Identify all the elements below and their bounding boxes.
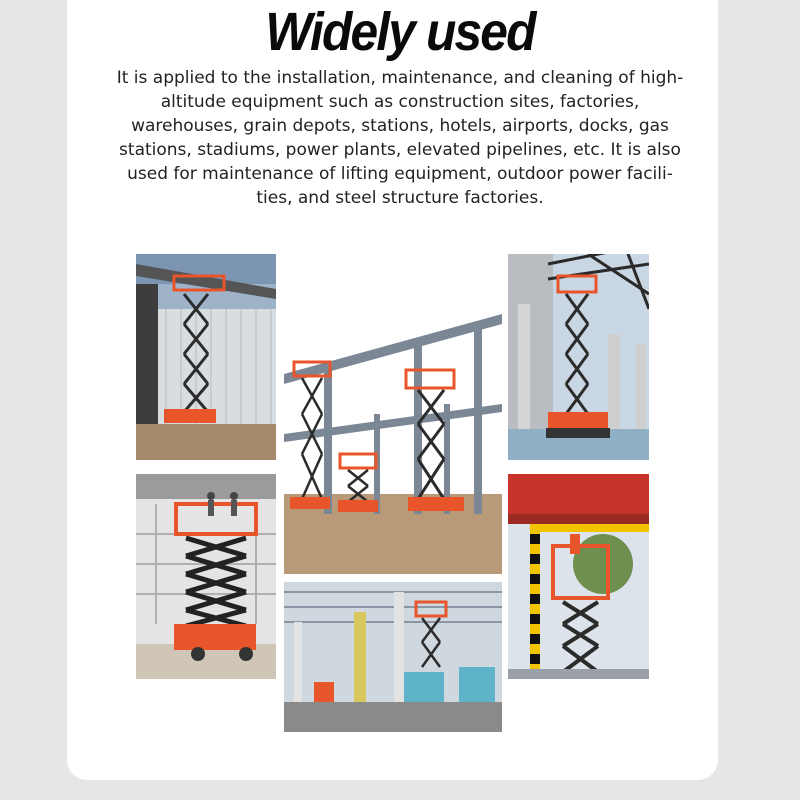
description-text: It is applied to the installation, maintenance, and cleaning of high-altitude equipment such as construction sites, factories, warehouses, grain depots, stations, hotels, airports, docks, gas stations, stadiums, power plants, elevated pipelines, etc. It is also used for maintenance of lifting equipment, outdoor power facili-ties, and steel structure factories. <box>116 68 684 208</box>
photo-steel-structure-lifts <box>284 254 502 574</box>
photo-building-facade-lift <box>136 254 276 460</box>
photo-gate-sign-lift <box>508 474 649 679</box>
photo-indoor-hall-lifts <box>284 582 502 732</box>
photo-factory-crawler-lift <box>508 254 649 460</box>
page-title: Widely used <box>265 2 535 62</box>
photo-warehouse-lift-workers <box>136 474 276 679</box>
